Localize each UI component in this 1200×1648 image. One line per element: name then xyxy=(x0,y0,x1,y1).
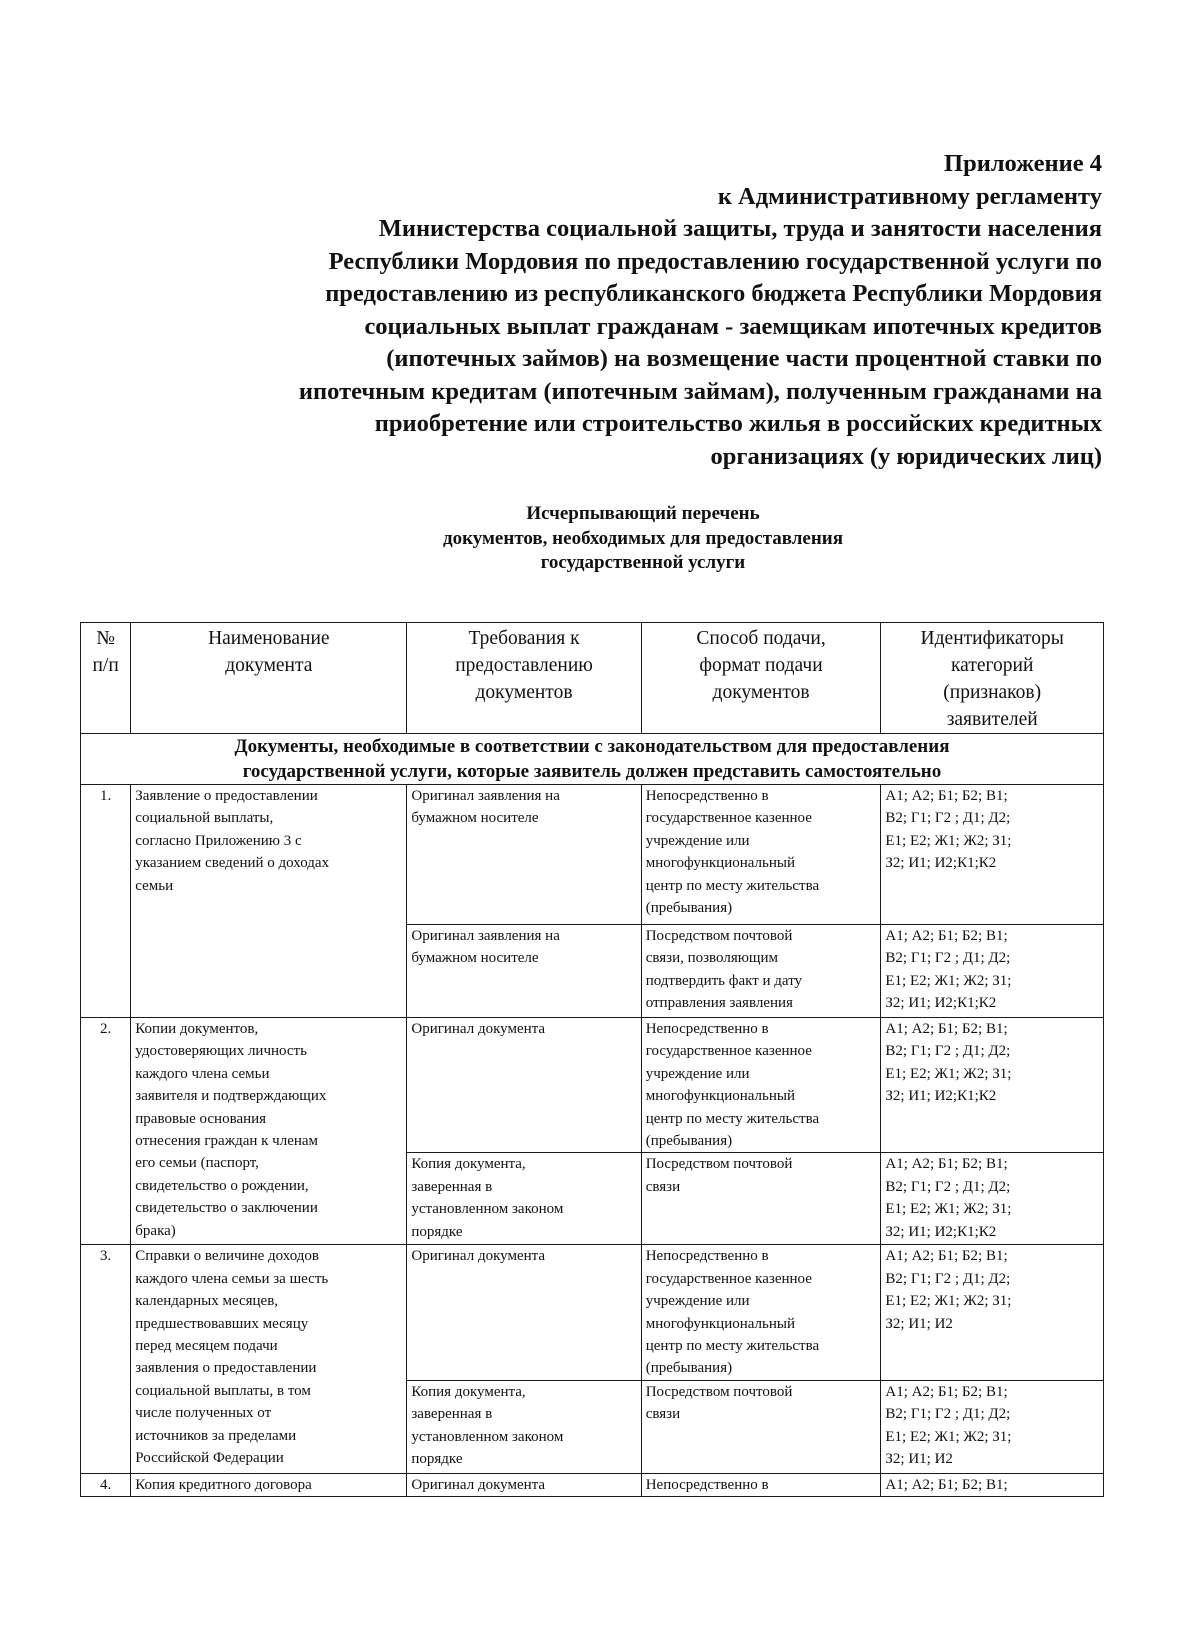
requirement: Оригинал заявления на бумажном носителе xyxy=(407,925,641,1018)
applicant-identifiers: А1; А2; Б1; Б2; В1; В2; Г1; Г2 ; Д1; Д2; Е1; Е2; Ж1; Ж2; З1; З2; И1; И2;К1;К2 xyxy=(881,785,1104,925)
annex-header xyxy=(299,148,1102,473)
applicant-identifiers: А1; А2; Б1; Б2; В1; В2; Г1; Г2 ; Д1; Д2; Е1; Е2; Ж1; Ж2; З1; З2; И1; И2;К1;К2 xyxy=(881,925,1104,1018)
header-number: № п/п xyxy=(81,623,131,734)
section-row xyxy=(81,734,1104,785)
applicant-identifiers: А1; А2; Б1; Б2; В1; В2; Г1; Г2 ; Д1; Д2; Е1; Е2; Ж1; Ж2; З1; З2; И1; И2 xyxy=(881,1380,1104,1473)
header-submission-method: Способ подачи, формат подачи документов xyxy=(641,623,881,734)
annex-line: (ипотечных займов) на возмещение части процентной ставки по xyxy=(386,345,1102,372)
table-header-row xyxy=(81,623,1104,734)
row-number: 3. xyxy=(81,1245,131,1473)
document-name: Справки о величине доходов каждого члена семьи за шесть календарных месяцев, предшествовавших месяцу перед месяцем подачи заявления о предоставлении социальной выплаты, в том числе полученных от источников за пределами Российской Федерации xyxy=(131,1245,407,1473)
table-row xyxy=(81,1473,1104,1496)
document-name: Заявление о предоставлении социальной выплаты, согласно Приложению 3 с указанием сведений о доходах семьи xyxy=(131,785,407,1018)
requirement: Копия документа, заверенная в установленном законом порядке xyxy=(407,1380,641,1473)
annex-line: к Административному регламенту xyxy=(717,182,1102,210)
submission-method: Непосредственно в xyxy=(641,1473,881,1496)
annex-line: Министерства социальной защиты, труда и занятости населения xyxy=(378,215,1102,242)
document-name: Копии документов, удостоверяющих личность каждого члена семьи заявителя и подтверждающих правовые основания отнесения граждан к членам его семьи (паспорт, свидетельство о рождении, свидетельство о заключении брака) xyxy=(131,1018,407,1245)
table-row xyxy=(81,785,1104,925)
row-number: 4. xyxy=(81,1473,131,1496)
documents-table xyxy=(80,622,1104,1497)
submission-method: Посредством почтовой связи xyxy=(641,1380,881,1473)
applicant-identifiers: А1; А2; Б1; Б2; В1; В2; Г1; Г2 ; Д1; Д2; Е1; Е2; Ж1; Ж2; З1; З2; И1; И2;К1;К2 xyxy=(881,1153,1104,1245)
requirement: Оригинал документа xyxy=(407,1018,641,1153)
submission-method: Непосредственно в государственное казенное учреждение или многофункциональный центр по месту жительства (пребывания) xyxy=(641,785,881,925)
requirement: Оригинал документа xyxy=(407,1245,641,1380)
requirement: Оригинал заявления на бумажном носителе xyxy=(407,785,641,925)
annex-line: Приложение 4 xyxy=(944,150,1102,177)
annex-line: Республики Мордовия по предоставлению государственной услуги по xyxy=(328,247,1102,275)
header-requirements: Требования к предоставлению документов xyxy=(407,623,641,734)
table-row xyxy=(81,1245,1104,1380)
row-number: 2. xyxy=(81,1018,131,1245)
requirement: Оригинал документа xyxy=(407,1473,641,1496)
submission-method: Непосредственно в государственное казенное учреждение или многофункциональный центр по месту жительства (пребывания) xyxy=(641,1245,881,1380)
applicant-identifiers: А1; А2; Б1; Б2; В1; xyxy=(881,1473,1104,1496)
applicant-identifiers: А1; А2; Б1; Б2; В1; В2; Г1; Г2 ; Д1; Д2; Е1; Е2; Ж1; Ж2; З1; З2; И1; И2 xyxy=(881,1245,1104,1380)
header-document-name: Наименование документа xyxy=(131,623,407,734)
submission-method: Посредством почтовой связи, позволяющим подтвердить факт и дату отправления заявления xyxy=(641,925,881,1018)
header-applicant-identifiers: Идентификаторы категорий (признаков) заявителей xyxy=(881,623,1104,734)
submission-method: Непосредственно в государственное казенное учреждение или многофункциональный центр по месту жительства (пребывания) xyxy=(641,1018,881,1153)
requirement: Копия документа, заверенная в установленном законом порядке xyxy=(407,1153,641,1245)
title-line: государственной услуги xyxy=(540,552,746,573)
annex-line: ипотечным кредитам (ипотечным займам), полученным гражданами на xyxy=(298,377,1102,405)
annex-line: организациях (у юридических лиц) xyxy=(710,442,1102,470)
annex-line: предоставлению из республиканского бюджета Республики Мордовия xyxy=(325,280,1102,307)
table-row xyxy=(81,1018,1104,1153)
annex-line: социальных выплат гражданам - заемщикам ипотечных кредитов xyxy=(364,312,1102,340)
document-name: Копия кредитного договора xyxy=(131,1473,407,1496)
section-heading: Документы, необходимые в соответствии с законодательством для предоставления государственной услуги, которые заявитель должен представить самостоятельно xyxy=(81,734,1104,785)
title-line: Исчерпывающий перечень xyxy=(526,503,760,524)
submission-method: Посредством почтовой связи xyxy=(641,1153,881,1245)
title-line: документов, необходимых для предоставления xyxy=(442,527,844,549)
annex-line: приобретение или строительство жилья в российских кредитных xyxy=(374,410,1102,437)
row-number: 1. xyxy=(81,785,131,1018)
applicant-identifiers: А1; А2; Б1; Б2; В1; В2; Г1; Г2 ; Д1; Д2; Е1; Е2; Ж1; Ж2; З1; З2; И1; И2;К1;К2 xyxy=(881,1018,1104,1153)
document-title xyxy=(0,502,1200,576)
